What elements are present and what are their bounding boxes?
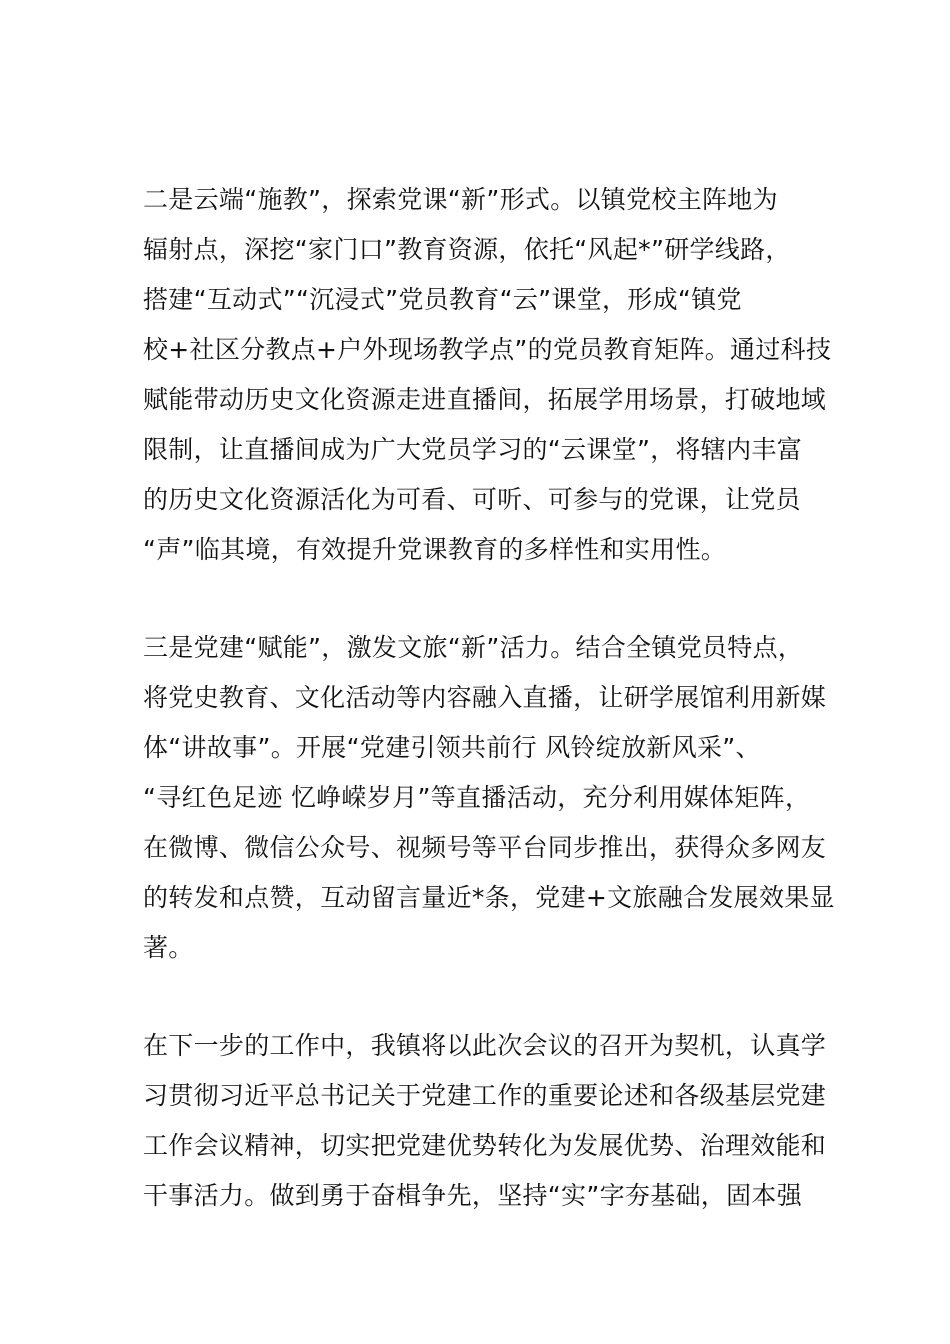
text-line: 工作会议精神，切实把党建优势转化为发展优势、治理效能和 <box>143 1131 827 1160</box>
text-line: 赋能带动历史文化资源走进直播间，拓展学用场景，打破地域 <box>143 385 827 414</box>
paragraph-party-empowerment <box>143 623 835 973</box>
text-line: 限制，让直播间成为广大党员学习的“云课堂”，将辖内丰富 <box>143 435 803 464</box>
text-line: 体“讲故事”。开展“党建引领共前行 风铃绽放新风采”、 <box>143 733 761 762</box>
paragraph-next-steps <box>143 1021 827 1221</box>
text-line: 校+社区分教点+户外现场教学点”的党员教育矩阵。通过科技 <box>143 335 832 364</box>
text-line: 搭建“互动式”“沉浸式”党员教育“云”课堂，形成“镇党 <box>143 285 742 314</box>
text-line: 著。 <box>143 933 194 962</box>
text-line: 二是云端“施教”，探索党课“新”形式。以镇党校主阵地为 <box>143 185 778 214</box>
text-line: 将党史教育、文化活动等内容融入直播，让研学展馆利用新媒 <box>143 683 827 712</box>
text-line: 三是党建“赋能”，激发文旅“新”活力。结合全镇党员特点， <box>143 633 804 662</box>
text-line: 的历史文化资源活化为可看、可听、可参与的党课，让党员 <box>143 485 801 514</box>
paragraph-cloud-teaching <box>143 175 832 575</box>
text-line: “寻红色足迹 忆峥嵘岁月”等直播活动，充分利用媒体矩阵， <box>143 783 811 812</box>
text-line: 辐射点，深挖“家门口”教育资源，依托“风起*”研学线路， <box>143 235 791 264</box>
text-line: 在下一步的工作中，我镇将以此次会议的召开为契机，认真学 <box>143 1031 827 1060</box>
text-line: 习贯彻习近平总书记关于党建工作的重要论述和各级基层党建 <box>143 1081 827 1110</box>
text-line: 的转发和点赞，互动留言量近*条，党建+文旅融合发展效果显 <box>143 883 835 912</box>
text-line: 在微博、微信公众号、视频号等平台同步推出，获得众多网友 <box>143 833 827 862</box>
text-line: “声”临其境，有效提升党课教育的多样性和实用性。 <box>143 535 727 564</box>
text-line: 干事活力。做到勇于奋楫争先，坚持“实”字夯基础，固本强 <box>143 1181 803 1210</box>
